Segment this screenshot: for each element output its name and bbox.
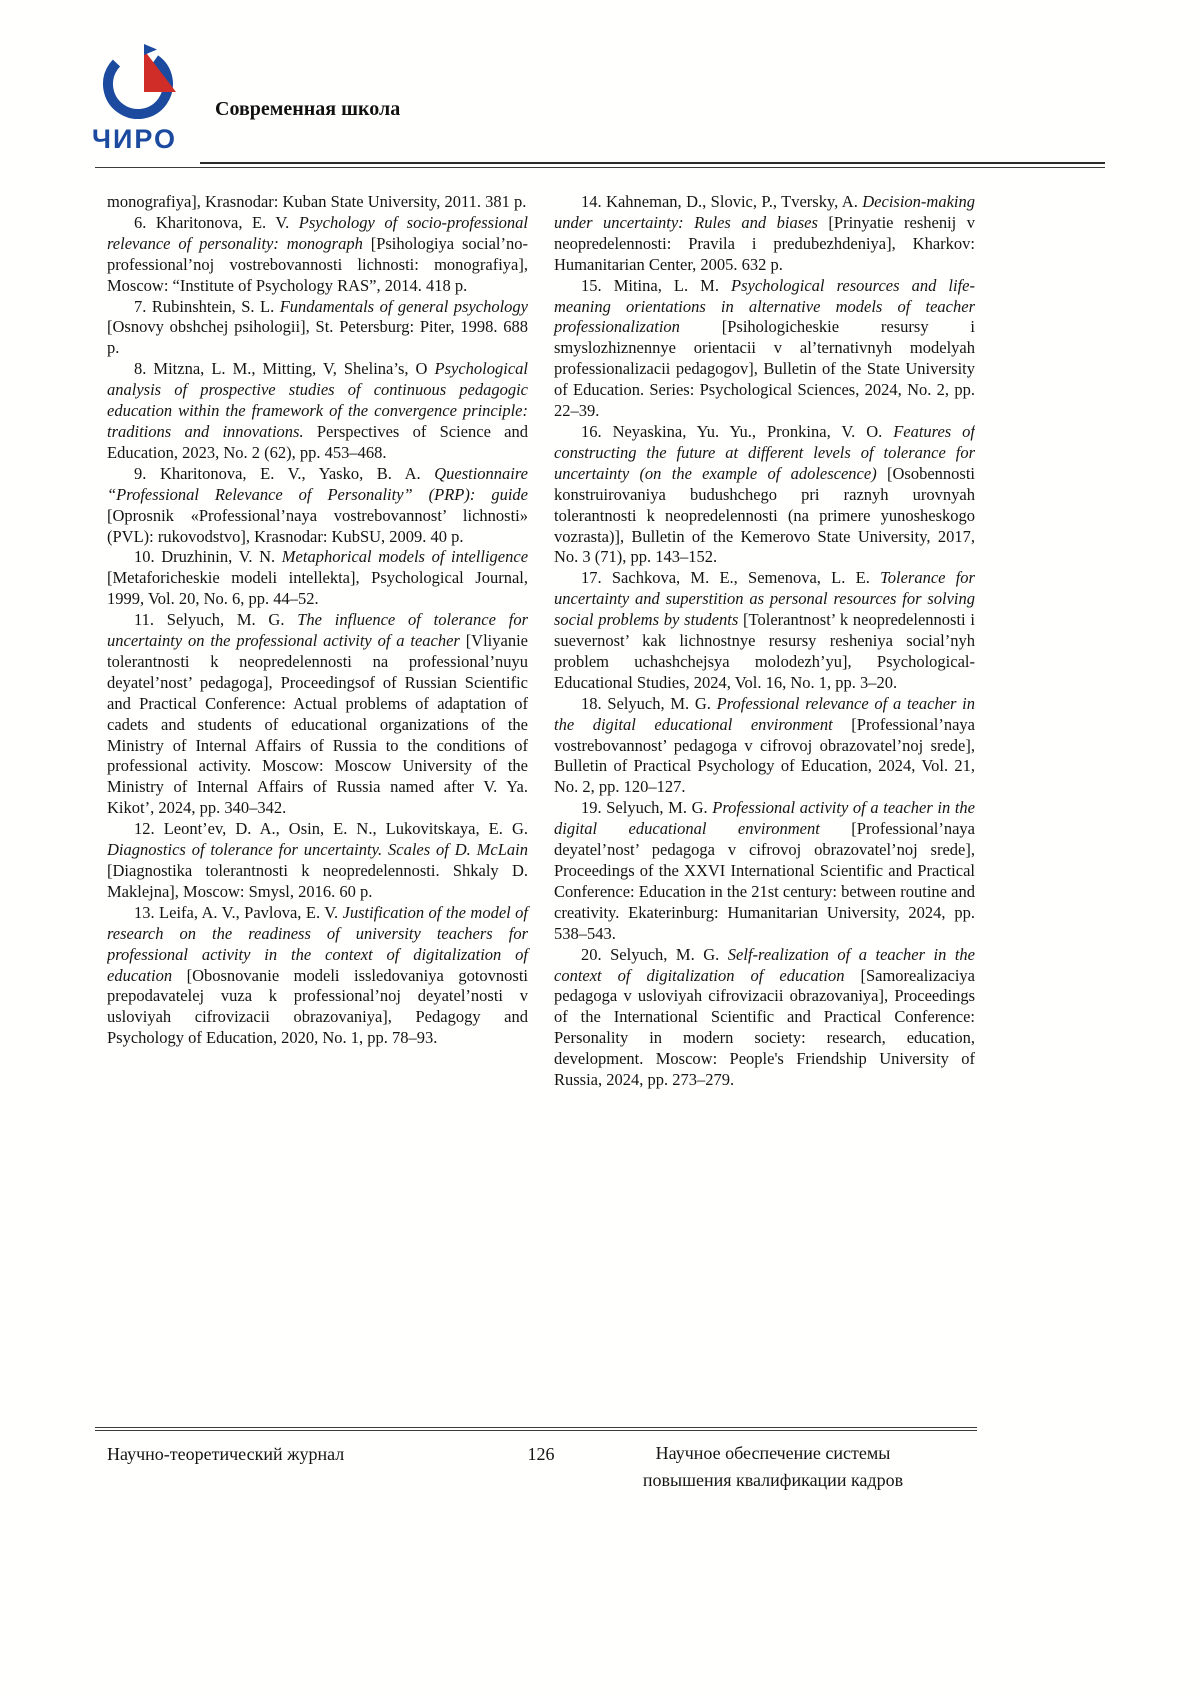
reference-text: [Psihologiya social’no-professional’noj vostrebovannosti lichnosti: monografiya], Moscow: “Institute of Psychology RAS”, 2014. 418 p. <box>107 233 528 295</box>
reference-title: Questionnaire “Professional Relevance of Personality” (PRP): guide <box>107 463 528 504</box>
page-footer <box>107 1440 975 1494</box>
logo-text: ЧИРО <box>92 124 178 154</box>
references-right-column <box>554 192 975 1420</box>
reference-text: monografiya], Krasnodar: Kuban State University, 2011. 381 p. <box>107 192 527 211</box>
reference-text: Perspectives of Science and Education, 2023, No. 2 (62), pp. 453–468. <box>107 421 528 462</box>
reference-item <box>107 464 528 548</box>
reference-text: [Metaforicheskie modeli intellekta], Psychological Journal, 1999, Vol. 20, No. 6, pp. 44–52. <box>107 568 528 609</box>
reference-text: [Osobennosti konstruirovaniya budushchego pri raznyh urovnyah tolerantnosti k neopredelennosti (na primere yunosheskogo vozrasta)], Bulletin of the Kemerovo State University, 2017, No. 3 (71), pp. 143–152. <box>554 463 975 567</box>
reference-text: [Vliyanie tolerantnosti k neopredelennosti na professional’nuyu deyatel’nost’ pedagoga], Proceedingsof of Russian Scientific and Practical Conference: Actual problems of adaptation of cadets and students of educational organizations of the Ministry of Internal Affairs of Russia to the conditions of professional activity. Moscow: Moscow University of the Ministry of Internal Affairs of Russia named after V. Ya. Kikot’, 2024, pp. 340–342. <box>107 631 529 818</box>
reference-text: 9. Kharitonova, E. V., Yasko, B. A. <box>134 463 435 483</box>
footer-series-line-2: повышения квалификации кадров <box>642 1470 904 1490</box>
reference-title: Psychological resources and life-meaning orientations in alternative models of teacher professionalization <box>554 275 975 337</box>
reference-item <box>107 819 528 903</box>
reference-text: 13. Leifa, A. V., Pavlova, E. V. <box>134 902 343 922</box>
reference-item <box>554 798 975 944</box>
reference-text: [Osnovy obshchej psihologii], St. Petersburg: Piter, 1998. 688 p. <box>107 317 528 358</box>
reference-title: Psychology of socio-professional relevance of personality: monograph <box>107 212 528 253</box>
header-divider <box>200 162 1105 164</box>
reference-item <box>554 192 975 276</box>
reference-title: Tolerance for uncertainty and superstition as personal resources for solving social problems by students <box>554 568 975 630</box>
reference-item <box>554 276 975 422</box>
footer-journal-type: Научно-теоретический журнал <box>107 1444 345 1464</box>
chiro-logo-icon <box>94 42 190 122</box>
footer-divider <box>95 1427 977 1428</box>
reference-title: Professional relevance of a teacher in the digital educational environment <box>554 693 975 734</box>
footer-divider-thin <box>95 1430 977 1431</box>
reference-item <box>554 945 975 1091</box>
reference-text: 15. Mitina, L. M. <box>581 275 732 295</box>
reference-item <box>107 192 528 213</box>
reference-item <box>554 568 975 693</box>
references-left-column <box>107 192 528 1420</box>
reference-text: 8. Mitzna, L. M., Mitting, V, Shelina’s, O <box>134 359 435 379</box>
journal-name: Современная школа <box>215 98 401 120</box>
reference-text: 18. Selyuch, M. G. <box>581 693 717 713</box>
footer-series-line-1: Научное обеспечение системы <box>655 1443 891 1463</box>
reference-text: 14. Kahneman, D., Slovic, P., Tversky, A. <box>581 192 863 211</box>
reference-item <box>107 903 528 1049</box>
reference-title: Professional activity of a teacher in the digital educational environment <box>554 798 975 839</box>
reference-text: 17. Sachkova, M. E., Semenova, L. E. <box>581 568 881 588</box>
reference-item <box>107 547 528 610</box>
reference-title: Decision-making under uncertainty: Rules and biases <box>554 192 975 232</box>
references-section <box>107 192 975 1420</box>
reference-title: Fundamentals of general psychology <box>279 296 528 316</box>
reference-text: [Psihologicheskie resursy i smyslozhiznennye orientacii v al’ternativnyh modelyah professionalizacii pedagogov], Bulletin of the State University of Education. Series: Psychological Sciences, 2024, No. 2, pp. 22–39. <box>554 317 975 421</box>
reference-text: [Diagnostika tolerantnosti k neopredelennosti. Shkaly D. Maklejna], Moscow: Smysl, 2016. 60 p. <box>107 861 528 901</box>
footer-series-title <box>571 1440 975 1494</box>
reference-title: Justification of the model of research on the readiness of university teachers for professional activity in the context of digitalization of education <box>107 902 528 985</box>
reference-text: 10. Druzhinin, V. N. <box>134 547 282 567</box>
reference-title: Metaphorical models of intelligence <box>281 547 529 567</box>
journal-logo <box>92 42 202 155</box>
reference-text: [Samorealizaciya pedagoga v usloviyah cifrovizacii obrazovaniya], Proceedings of the International Scientific and Practical Conference: Personality in modern society: research, education, development. Moscow: People's Friendship University of Russia, 2024, pp. 273–279. <box>554 965 975 1090</box>
page-number: 126 <box>527 1444 555 1464</box>
reference-item <box>107 297 528 360</box>
reference-item <box>554 422 975 568</box>
reference-title: Self-realization of a teacher in the context of digitalization of education <box>554 944 975 985</box>
reference-text: 11. Selyuch, M. G. <box>134 610 298 630</box>
reference-text: [Tolerantnost’ k neopredelennosti i suevernost’ kak lichnostnye resursy resheniya social’nyh problem uchashchejsya molodezh’yu], Psychological-Educational Studies, 2024, Vol. 16, No. 1, pp. 3–20. <box>554 610 975 692</box>
reference-text: [Professional’naya vostrebovannost’ pedagoga v cifrovoj obrazovatel’noj srede], Bulletin of Practical Psychology of Education, 2024, Vol. 21, No. 2, pp. 120–127. <box>554 714 975 797</box>
reference-item <box>107 610 528 819</box>
reference-title: Psychological analysis of prospective studies of continuous pedagogic education within the framework of the convergence principle: traditions and innovations. <box>107 359 528 441</box>
reference-text: 20. Selyuch, M. G. <box>581 944 728 964</box>
reference-text: [Obosnovanie modeli issledovaniya gotovnosti prepodavatelej vuza k professional’noj deyatel’nosti v usloviyah cifrovizacii obrazovaniya], Pedagogy and Psychology of Education, 2020, No. 1, pp. 78–93. <box>107 965 528 1048</box>
reference-text: [Prinyatie reshenij v neopredelennosti: Pravila i predubezhdeniya], Kharkov: Humanitarian Center, 2005. 632 p. <box>554 212 975 274</box>
header-divider-thin <box>95 167 1105 168</box>
reference-text: [Oprosnik «Professional’naya vostrebovannost’ lichnosti» (PVL): rukovodstvo], Krasnodar: KubSU, 2009. 40 p. <box>107 505 528 546</box>
reference-text: 16. Neyaskina, Yu. Yu., Pronkina, V. O. <box>581 421 894 441</box>
reference-title: Diagnostics of tolerance for uncertainty. Scales of D. McLain <box>107 840 528 860</box>
reference-text: 19. Selyuch, M. G. <box>581 798 713 818</box>
reference-item <box>107 213 528 297</box>
reference-text: 12. Leont’ev, D. A., Osin, E. N., Lukovitskaya, E. G. <box>134 819 528 839</box>
reference-item <box>554 694 975 799</box>
reference-item <box>107 359 528 464</box>
reference-title: The influence of tolerance for uncertainty on the professional activity of a teacher <box>107 610 528 651</box>
reference-text: 7. Rubinshtein, S. L. <box>134 296 280 316</box>
reference-text: 6. Kharitonova, E. V. <box>134 212 299 232</box>
reference-title: Features of constructing the future at different levels of tolerance for uncertainty (on the example of adolescence) <box>554 421 975 483</box>
reference-text: [Professional’naya deyatel’nost’ pedagoga v cifrovoj obrazovatel’noj srede], Proceedings of the XXVI International Scientific and Practical Conference: Education in the 21st century: between routine and creativity. Ekaterinburg: Humanitarian University, 2024, pp. 538–543. <box>554 819 975 943</box>
